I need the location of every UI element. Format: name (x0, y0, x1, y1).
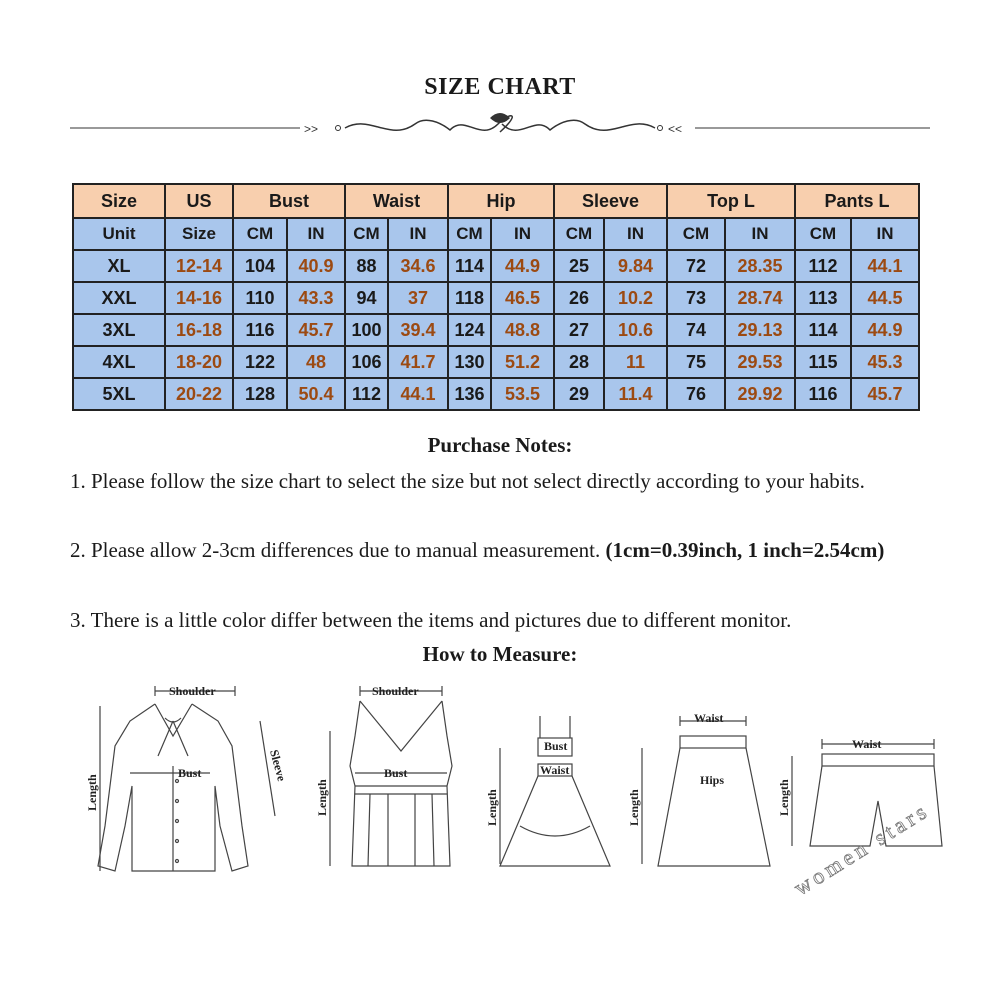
table-cell: 9.84 (604, 250, 667, 282)
unit-cell: IN (604, 218, 667, 250)
table-cell: 20-22 (165, 378, 233, 410)
table-row (73, 250, 919, 282)
note-2 (70, 533, 940, 567)
unit-cell: IN (388, 218, 448, 250)
table-cell: 10.6 (604, 314, 667, 346)
shirt-length-label: Length (85, 774, 99, 811)
table-cell: 48.8 (491, 314, 554, 346)
table-cell: 46.5 (491, 282, 554, 314)
table-cell: 73 (667, 282, 725, 314)
table-cell: 44.9 (491, 250, 554, 282)
table-cell: 72 (667, 250, 725, 282)
unit-cell: CM (795, 218, 851, 250)
table-cell: 29.92 (725, 378, 795, 410)
table-cell: 18-20 (165, 346, 233, 378)
header-cell: Hip (448, 184, 554, 218)
table-cell: 48 (287, 346, 345, 378)
purchase-notes-heading: Purchase Notes: (427, 433, 573, 457)
header-cell: Sleeve (554, 184, 667, 218)
table-row (73, 314, 919, 346)
table-cell: 118 (448, 282, 491, 314)
table-cell: 14-16 (165, 282, 233, 314)
unit-cell: CM (345, 218, 388, 250)
size-cell: XXL (73, 282, 165, 314)
table-cell: 12-14 (165, 250, 233, 282)
dress-length-label: Length (485, 789, 499, 826)
header-cell: Top L (667, 184, 795, 218)
table-cell: 75 (667, 346, 725, 378)
header-cell: Size (73, 184, 165, 218)
unit-cell: IN (851, 218, 919, 250)
table-cell: 112 (795, 250, 851, 282)
dress-waist-label: Waist (540, 763, 570, 777)
vest-shoulder-label: Shoulder (372, 684, 419, 698)
size-cell: 4XL (73, 346, 165, 378)
table-cell: 94 (345, 282, 388, 314)
table-cell: 45.3 (851, 346, 919, 378)
unit-cell: CM (554, 218, 604, 250)
table-cell: 113 (795, 282, 851, 314)
table-cell: 45.7 (851, 378, 919, 410)
svg-text:<<: << (668, 122, 683, 136)
table-cell: 41.7 (388, 346, 448, 378)
skirt-diagram (642, 716, 770, 866)
header-cell: Bust (233, 184, 345, 218)
table-cell: 29.53 (725, 346, 795, 378)
table-cell: 44.1 (851, 250, 919, 282)
table-cell: 76 (667, 378, 725, 410)
table-header-row (73, 184, 919, 218)
unit-cell: IN (491, 218, 554, 250)
table-cell: 11 (604, 346, 667, 378)
dress-bust-label: Bust (544, 739, 568, 753)
table-cell: 53.5 (491, 378, 554, 410)
table-cell: 110 (233, 282, 287, 314)
unit-cell: Unit (73, 218, 165, 250)
skirt-waist-label: Waist (694, 711, 724, 725)
measurement-diagrams (70, 676, 970, 936)
unit-cell: IN (725, 218, 795, 250)
table-row (73, 378, 919, 410)
size-cell: 3XL (73, 314, 165, 346)
table-row (73, 346, 919, 378)
table-cell: 37 (388, 282, 448, 314)
table-cell: 88 (345, 250, 388, 282)
table-cell: 124 (448, 314, 491, 346)
vest-bust-label: Bust (384, 766, 408, 780)
size-cell: 5XL (73, 378, 165, 410)
table-cell: 51.2 (491, 346, 554, 378)
table-cell: 16-18 (165, 314, 233, 346)
table-cell: 130 (448, 346, 491, 378)
unit-cell: CM (233, 218, 287, 250)
table-cell: 28.74 (725, 282, 795, 314)
table-cell: 44.1 (388, 378, 448, 410)
unit-cell: IN (287, 218, 345, 250)
table-cell: 115 (795, 346, 851, 378)
table-cell: 34.6 (388, 250, 448, 282)
table-cell: 44.9 (851, 314, 919, 346)
table-cell: 40.9 (287, 250, 345, 282)
note-3: 3. There is a little color differ between the items and pictures due to different monitor. (70, 608, 792, 632)
table-cell: 45.7 (287, 314, 345, 346)
shirt-shoulder-label: Shoulder (169, 684, 216, 698)
unit-cell: CM (667, 218, 725, 250)
table-cell: 25 (554, 250, 604, 282)
skirt-length-label: Length (627, 789, 641, 826)
table-cell: 26 (554, 282, 604, 314)
skirt-hips-label: Hips (700, 773, 725, 787)
size-cell: XL (73, 250, 165, 282)
shorts-length-label: Length (777, 779, 791, 816)
watermark: women stars (789, 797, 934, 901)
svg-text:>>: >> (304, 122, 319, 136)
table-unit-row (73, 218, 919, 250)
table-cell: 50.4 (287, 378, 345, 410)
unit-cell: CM (448, 218, 491, 250)
table-cell: 29 (554, 378, 604, 410)
note-2-text: 2. Please allow 2-3cm differences due to manual measurement. (70, 538, 606, 562)
shirt-sleeve-label: Sleeve (267, 748, 289, 783)
page-title: SIZE CHART (424, 74, 576, 100)
table-cell: 74 (667, 314, 725, 346)
note-1: 1. Please follow the size chart to select the size but not select directly according to your habits. (70, 469, 865, 493)
header-cell: Waist (345, 184, 448, 218)
shirt-bust-label: Bust (178, 766, 202, 780)
ornamental-divider (70, 104, 930, 154)
vest-length-label: Length (315, 779, 329, 816)
table-cell: 128 (233, 378, 287, 410)
table-cell: 11.4 (604, 378, 667, 410)
table-cell: 10.2 (604, 282, 667, 314)
table-cell: 28 (554, 346, 604, 378)
table-cell: 114 (795, 314, 851, 346)
table-row (73, 282, 919, 314)
table-cell: 116 (233, 314, 287, 346)
unit-cell: Size (165, 218, 233, 250)
table-cell: 112 (345, 378, 388, 410)
how-to-measure-heading: How to Measure: (422, 642, 578, 666)
size-chart-table (72, 183, 920, 411)
header-cell: Pants L (795, 184, 919, 218)
table-cell: 27 (554, 314, 604, 346)
table-cell: 122 (233, 346, 287, 378)
table-cell: 136 (448, 378, 491, 410)
table-cell: 100 (345, 314, 388, 346)
table-cell: 39.4 (388, 314, 448, 346)
note-2-conversion: (1cm=0.39inch, 1 inch=2.54cm) (605, 538, 885, 562)
table-cell: 43.3 (287, 282, 345, 314)
table-cell: 28.35 (725, 250, 795, 282)
table-cell: 29.13 (725, 314, 795, 346)
header-cell: US (165, 184, 233, 218)
table-cell: 44.5 (851, 282, 919, 314)
table-cell: 116 (795, 378, 851, 410)
table-cell: 104 (233, 250, 287, 282)
table-cell: 114 (448, 250, 491, 282)
table-cell: 106 (345, 346, 388, 378)
shorts-waist-label: Waist (852, 737, 882, 751)
